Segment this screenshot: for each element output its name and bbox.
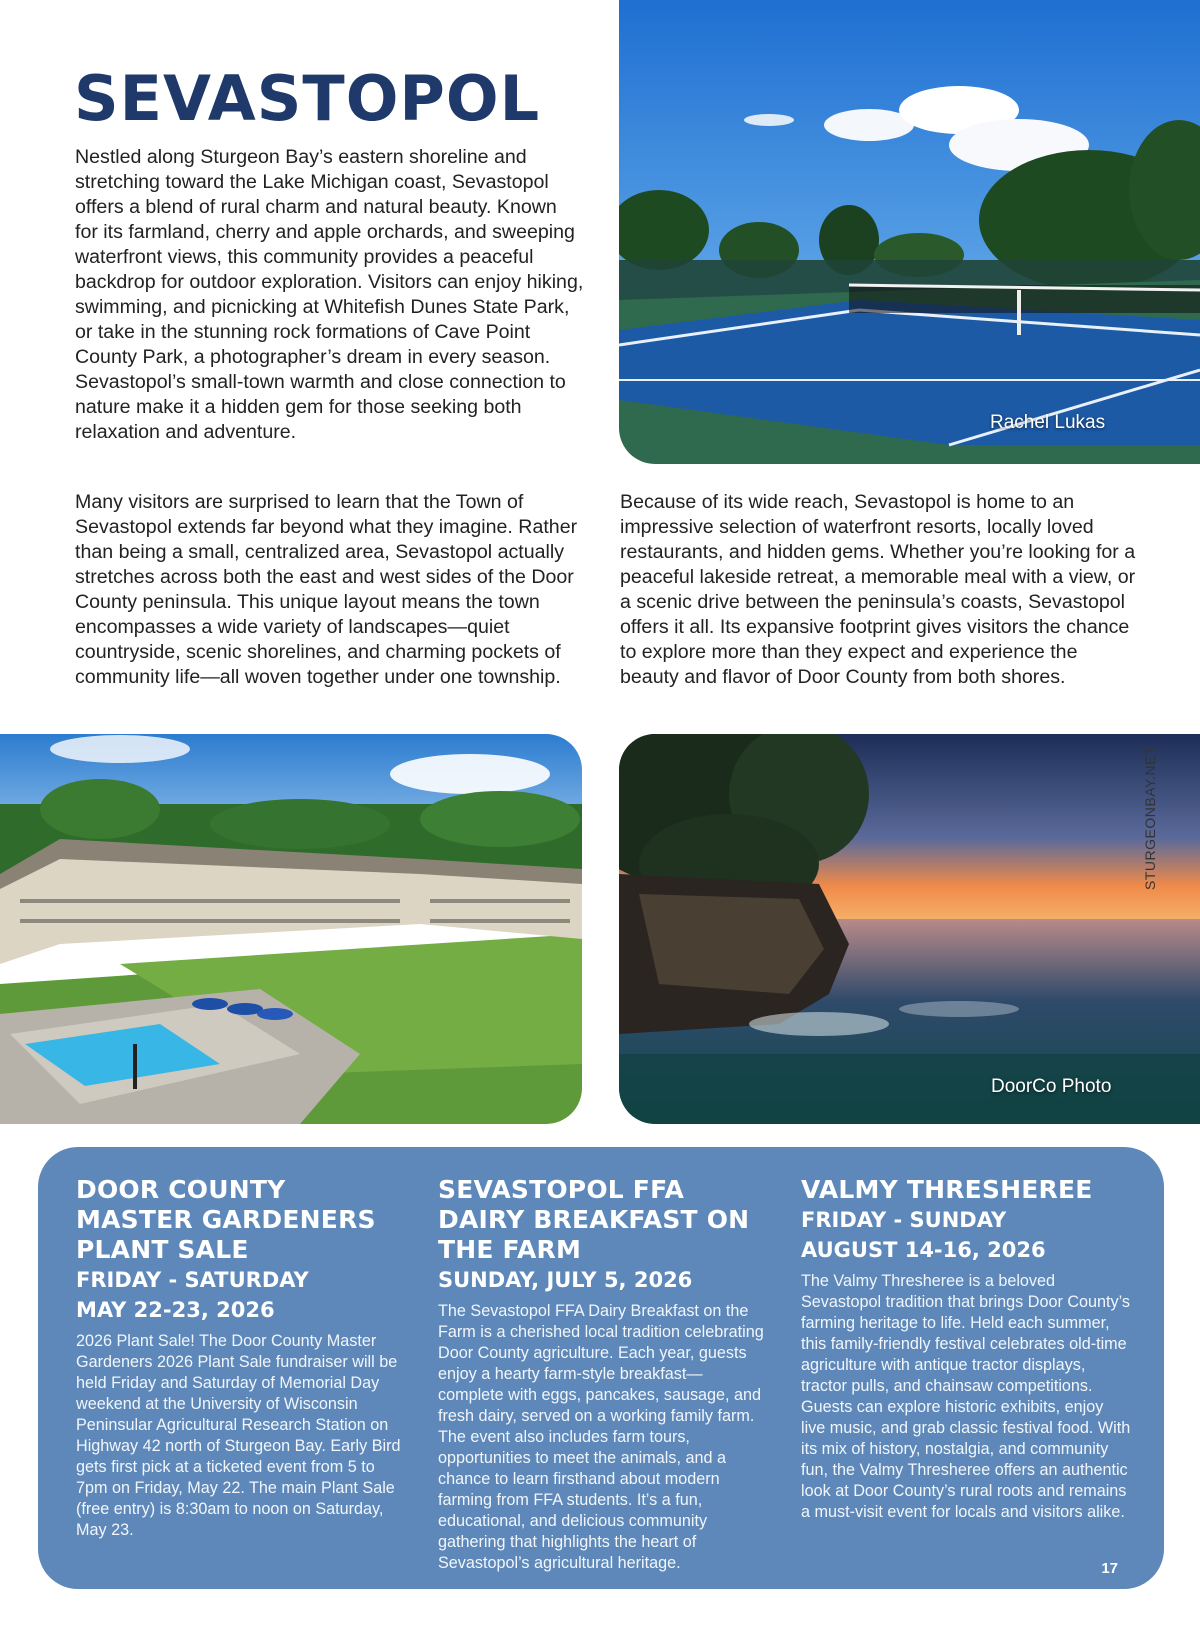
waterfront-paragraph: Because of its wide reach, Sevastopol is home to an impressive selection of waterfront resorts, locally loved restaurants, and hidden gems. Whether you’re looking for a peaceful lakeside retreat, a memorable meal with a view, or a scenic drive between the peninsula’s coasts, Sevastopol offers it all. Its expansive footprint gives visitors the chance to explore more than they expect and experience the beauty and flavor of Door County from both shores. xyxy=(620,491,1136,688)
event-date: SUNDAY, JULY 5, 2026 xyxy=(438,1268,693,1292)
township-paragraph: Many visitors are surprised to learn that the Town of Sevastopol extends far beyond what they imagine. Rather than being a small, centralized area, Sevastopol actually stretches across both the east and west sides of the Door County peninsula. This unique layout means the town encompasses a wide variety of landscapes—quiet countryside, scenic shorelines, and charming pockets of community life—all woven together under one township. xyxy=(75,491,578,688)
event-title: DOOR COUNTY MASTER GARDENERS PLANT SALE xyxy=(76,1175,376,1264)
event-days: FRIDAY - SUNDAY xyxy=(801,1208,1007,1232)
tennis-photo-credit: Rachel Lukas xyxy=(990,412,1106,433)
event-dairy-breakfast xyxy=(438,1175,768,1574)
resort-photo xyxy=(0,734,582,1124)
event-days: FRIDAY - SATURDAY xyxy=(76,1268,309,1292)
event-description: The Valmy Thresheree is a beloved Sevastopol tradition that brings Door County’s farming heritage to life. Held each summer, this family-friendly festival celebrates old-time agriculture with antique tractor displays, tractor pulls, and chainsaw competitions. Guests can explore historic exhibits, enjoy live music, and grab classic festival food. With its mix of history, nostalgia, and community fun, the Valmy Thresheree offers an authentic look at Door County’s rural roots and remains a must-visit event for locals and visitors alike. xyxy=(801,1272,1131,1521)
page-title: SEVASTOPOL xyxy=(74,62,541,135)
sturgeonbay-side-credit: STURGEONBAY.NET xyxy=(1142,746,1158,890)
event-title: SEVASTOPOL FFA DAIRY BREAKFAST ON THE FARM xyxy=(438,1175,750,1264)
event-date: MAY 22-23, 2026 xyxy=(76,1298,275,1322)
event-date: AUGUST 14-16, 2026 xyxy=(801,1238,1046,1262)
event-title: VALMY THRESHEREE xyxy=(801,1175,1093,1204)
cave-point-photo xyxy=(619,734,1200,1124)
cave-photo-credit: DoorCo Photo xyxy=(991,1076,1112,1097)
tennis-court-photo xyxy=(619,0,1200,464)
events-box xyxy=(38,1147,1164,1589)
event-description: The Sevastopol FFA Dairy Breakfast on the Farm is a cherished local tradition celebrating Door County agriculture. Each year, guests enjoy a hearty farm-style breakfast—complete with eggs, pancakes, sausage, and fresh dairy, served on a working family farm. The event also includes farm tours, opportunities to meet the animals, and a chance to learn firsthand about modern farming from FFA students. It’s a fun, educational, and delicious community gathering that highlights the heart of Sevastopol’s agricultural heritage. xyxy=(438,1302,764,1572)
event-description: 2026 Plant Sale! The Door County Master Gardeners 2026 Plant Sale fundraiser will be held Friday and Saturday of Memorial Day weekend at the University of Wisconsin Peninsular Agricultural Research Station on Highway 42 north of Sturgeon Bay. Early Bird gets first pick at a ticketed event from 5 to 7pm on Friday, May 22. The main Plant Sale (free entry) is 8:30am to noon on Saturday, May 23. xyxy=(76,1332,401,1539)
event-plant-sale xyxy=(76,1175,406,1541)
event-valmy-thresheree xyxy=(801,1175,1131,1523)
page-number: 17 xyxy=(1101,1560,1118,1577)
intro-paragraph: Nestled along Sturgeon Bay’s eastern shoreline and stretching toward the Lake Michigan coast, Sevastopol offers a blend of rural charm and natural beauty. Known for its farmland, cherry and apple orchards, and sweeping waterfront views, this community provides a peaceful backdrop for outdoor exploration. Visitors can enjoy hiking, swimming, and picnicking at Whitefish Dunes State Park, or take in the stunning rock formations of Cave Point County Park, a photographer’s dream in every season. Sevastopol’s small-town warmth and close connection to nature make it a hidden gem for those seeking both relaxation and adventure. xyxy=(75,146,584,443)
